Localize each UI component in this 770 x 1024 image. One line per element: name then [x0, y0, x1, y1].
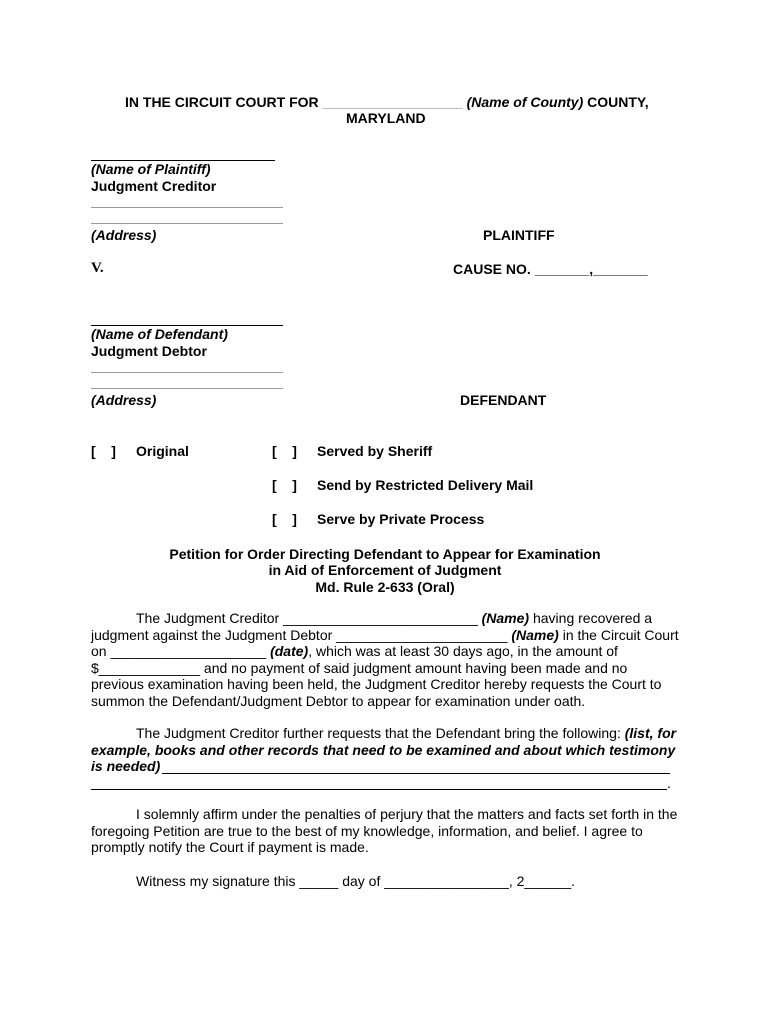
cause-number: CAUSE NO. _______,_______ [453, 261, 648, 277]
paragraph-request: The Judgment Creditor further requests that the Defendant bring the following: (list, for example, books and other records that need to be examined and about which testimony is needed) [91, 725, 677, 774]
versus-label: V. [91, 260, 104, 276]
paragraph-judgment: The Judgment Creditor _________________________ (Name) having recovered a judgment against the Judgment Debtor ______________________ (Name) in the Circuit Court on ____________________ (date), which was at least 30 days ago, in the amount of $_____________ and no payment of said judgment amount having been made and no previous examination having been held, the Judgment Creditor hereby requests the Court to summon the Defendant/Judgment Debtor to appear for examination under oath. [91, 610, 679, 709]
checkbox-private-label: Serve by Private Process [317, 511, 485, 527]
defendant-address-line1[interactable] [91, 372, 283, 373]
creditor-name-blank[interactable]: _________________________ [283, 610, 478, 626]
amount-blank[interactable]: _____________ [98, 659, 201, 676]
defendant-address-label: (Address) [91, 392, 157, 408]
checkbox-bracket[interactable]: [ ] [272, 477, 297, 493]
cause-blank-2[interactable]: _______ [593, 261, 648, 277]
paragraph-affirmation: I solemnly affirm under the penalties of perjury that the matters and facts set forth in the foregoing Petition are true to the best of my knowledge, information, and belief. I agree to promptly notify the Court if payment is made. [91, 806, 678, 855]
checkbox-original[interactable] [91, 443, 116, 460]
checkbox-mail-label: Send by Restricted Delivery Mail [317, 477, 534, 493]
court-caption-line2: MARYLAND [346, 110, 426, 126]
date-blank[interactable]: ____________________ [110, 643, 267, 659]
checkbox-sheriff[interactable] [272, 443, 297, 460]
year-blank[interactable]: ______ [524, 873, 572, 889]
plaintiff-address-label: (Address) [91, 227, 157, 243]
petition-title-line1: Petition for Order Directing Defendant to Appear for Examination [169, 546, 601, 562]
plaintiff-address-line2[interactable] [91, 223, 283, 224]
month-blank[interactable]: ________________ [384, 873, 509, 889]
plaintiff-side-label: PLAINTIFF [483, 227, 555, 243]
debtor-name-blank[interactable]: ______________________ [336, 626, 508, 643]
checkbox-mail[interactable] [272, 477, 297, 494]
plaintiff-role: Judgment Creditor [91, 178, 217, 194]
plaintiff-address-line1[interactable] [91, 207, 283, 208]
checkbox-bracket[interactable]: [ ] [272, 511, 297, 527]
petition-title-line2: in Aid of Enforcement of Judgment [268, 562, 502, 578]
list-blank-line2[interactable] [91, 789, 667, 790]
petition-title-line3: Md. Rule 2-633 (Oral) [315, 579, 455, 595]
plaintiff-name-label: (Name of Plaintiff) [91, 161, 211, 177]
defendant-side-label: DEFENDANT [460, 392, 547, 408]
list-end-period: . [667, 775, 671, 791]
county-blank[interactable]: __________________ [322, 94, 463, 110]
witness-line: Witness my signature this _____ day of ________________, 2______. [136, 873, 576, 889]
day-blank[interactable]: _____ [299, 873, 339, 889]
defendant-role: Judgment Debtor [91, 343, 207, 359]
checkbox-bracket[interactable]: [ ] [272, 443, 297, 459]
checkbox-original-label: Original [136, 443, 189, 459]
checkbox-private[interactable] [272, 511, 297, 528]
list-blank-line1[interactable] [162, 773, 670, 774]
checkbox-bracket[interactable]: [ ] [91, 443, 116, 459]
checkbox-sheriff-label: Served by Sheriff [317, 443, 433, 459]
defendant-address-line2[interactable] [91, 388, 283, 389]
court-caption-line1: IN THE CIRCUIT COURT FOR __________________ (Name of County) COUNTY, [125, 94, 649, 110]
defendant-name-label: (Name of Defendant) [91, 326, 228, 342]
cause-blank-1[interactable]: _______ [534, 261, 590, 277]
